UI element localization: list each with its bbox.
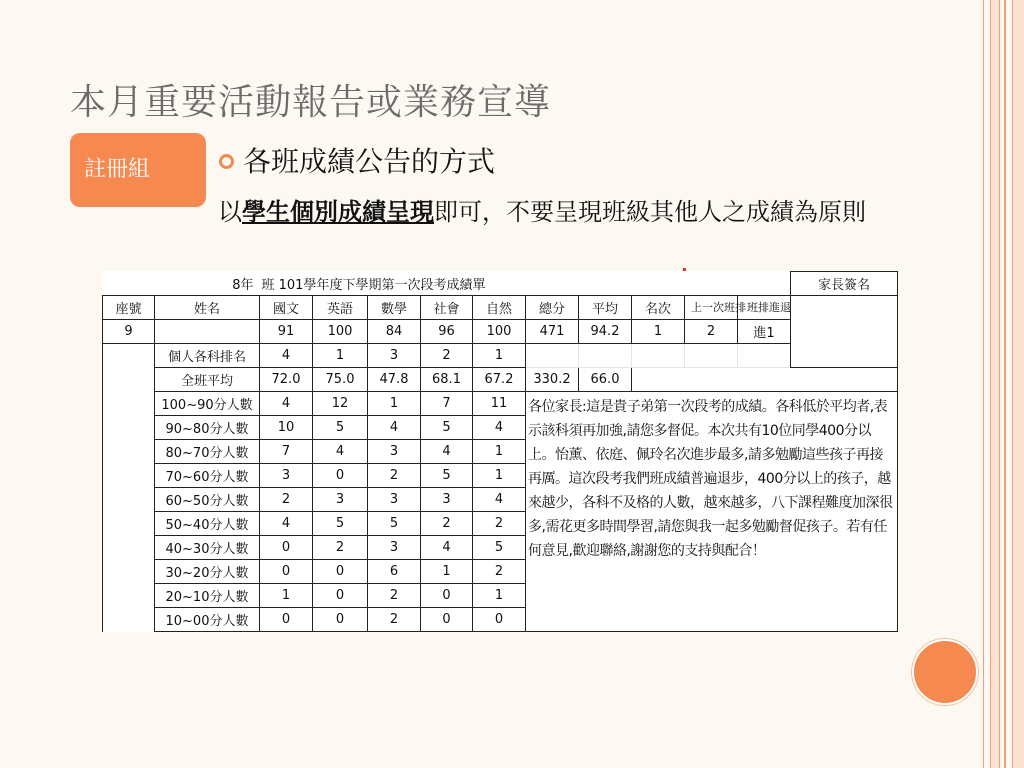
dist-cell: 2 (473, 512, 526, 536)
dist-cell: 2 (368, 584, 421, 608)
decorative-circle (912, 639, 978, 705)
row-label: 全班平均 (155, 368, 260, 392)
dist-cell: 3 (313, 488, 368, 512)
row-label: 個人各科排名 (155, 344, 260, 368)
dist-cell: 2 (368, 464, 421, 488)
avg-cell: 66.0 (579, 368, 632, 392)
rank-cell: 1 (313, 344, 368, 368)
section-tag: 註冊組 (70, 133, 206, 207)
class-average-row (103, 368, 898, 392)
dist-cell: 7 (421, 392, 473, 416)
dist-cell: 1 (473, 464, 526, 488)
dist-cell: 12 (313, 392, 368, 416)
dist-cell: 0 (313, 584, 368, 608)
dist-cell: 0 (313, 560, 368, 584)
dist-cell: 4 (473, 416, 526, 440)
student-cell: 9 (103, 320, 155, 344)
avg-cell: 67.2 (473, 368, 526, 392)
row-label: 10~00分人數 (155, 608, 260, 632)
rank-cell: 3 (368, 344, 421, 368)
student-cell: 94.2 (579, 320, 632, 344)
dist-cell: 2 (313, 536, 368, 560)
dist-cell: 3 (368, 488, 421, 512)
dist-cell: 0 (313, 608, 368, 632)
avg-cell: 330.2 (526, 368, 579, 392)
header-science: 自然 (473, 296, 526, 320)
rank-cell: 2 (421, 344, 473, 368)
rank-cell: 1 (473, 344, 526, 368)
row-label: 40~30分人數 (155, 536, 260, 560)
dist-cell: 4 (260, 392, 313, 416)
subtitle-prefix: 以 (218, 198, 242, 226)
teacher-note: 各位家長:這是貴子弟第一次段考的成績。各科低於平均者,表示該科須再加強,請您多督促。本次共有10位同學400分以上。怡薰、依庭、佩玲名次進步最多,請多勉勵這些孩子再接再厲。這次段考我們班成績普遍退步，400分以上的孩子，越來越少，各科不及格的人數，越來越多，八下課程難度加深很多,需花更多時間學習,請您與我一起多勉勵督促孩子。若有任何意見,歡迎聯絡,謝謝您的支持與配合！ (526, 392, 898, 632)
dist-cell: 2 (368, 608, 421, 632)
table-title-row (103, 272, 898, 296)
student-cell: 進1 (738, 320, 791, 344)
student-cell: 100 (473, 320, 526, 344)
dist-cell: 1 (260, 584, 313, 608)
row-label: 20~10分人數 (155, 584, 260, 608)
student-cell: 96 (421, 320, 473, 344)
header-average: 平均 (579, 296, 632, 320)
subtitle-emphasis: 學生個別成績呈現 (242, 197, 434, 226)
dist-cell: 5 (473, 536, 526, 560)
row-label: 70~60分人數 (155, 464, 260, 488)
dist-cell: 2 (473, 560, 526, 584)
student-cell: 91 (260, 320, 313, 344)
row-label: 50~40分人數 (155, 512, 260, 536)
dist-cell: 4 (368, 416, 421, 440)
dist-cell: 1 (473, 440, 526, 464)
dist-cell: 7 (260, 440, 313, 464)
dist-cell: 3 (368, 440, 421, 464)
row-label: 100~90分人數 (155, 392, 260, 416)
parent-signature-label: 家長簽名 (791, 272, 898, 296)
dist-cell: 1 (368, 392, 421, 416)
dist-cell: 1 (473, 584, 526, 608)
rank-cell: 4 (260, 344, 313, 368)
avg-cell: 75.0 (313, 368, 368, 392)
student-row (103, 320, 898, 344)
distribution-row (103, 392, 898, 416)
header-chinese: 國文 (260, 296, 313, 320)
dist-cell: 0 (421, 584, 473, 608)
dist-cell: 0 (260, 608, 313, 632)
dist-cell: 3 (421, 488, 473, 512)
decorative-stripe (1004, 0, 1006, 768)
dist-cell: 5 (421, 464, 473, 488)
dist-cell: 0 (473, 608, 526, 632)
dist-cell: 1 (421, 560, 473, 584)
dist-cell: 4 (313, 440, 368, 464)
dist-cell: 5 (313, 512, 368, 536)
header-rank: 名次 (632, 296, 685, 320)
decorative-stripe (1012, 0, 1024, 768)
dist-cell: 3 (260, 464, 313, 488)
row-label: 60~50分人數 (155, 488, 260, 512)
grade-label: 8年 (232, 277, 254, 293)
table-title: 班 101學年度下學期第一次段考成績單 (261, 277, 486, 293)
dist-cell: 0 (260, 536, 313, 560)
header-rank-change: 班排進退 (738, 296, 791, 320)
student-cell: 2 (685, 320, 738, 344)
dist-cell: 2 (421, 512, 473, 536)
column-header-row (103, 296, 898, 320)
dist-cell: 5 (313, 416, 368, 440)
dist-cell: 4 (260, 512, 313, 536)
dist-cell: 0 (421, 608, 473, 632)
grade-report-table (102, 271, 898, 632)
header-math: 數學 (368, 296, 421, 320)
dist-cell: 4 (421, 440, 473, 464)
dist-cell: 4 (421, 536, 473, 560)
dist-cell: 11 (473, 392, 526, 416)
student-cell: 84 (368, 320, 421, 344)
dist-cell: 5 (421, 416, 473, 440)
slide-title: 本月重要活動報告或業務宣導 (70, 82, 552, 123)
header-seat: 座號 (103, 296, 155, 320)
decorative-stripe (990, 0, 1000, 768)
subtitle-suffix: 即可，不要呈現班級其他人之成績為原則 (434, 198, 866, 226)
header-social: 社會 (421, 296, 473, 320)
dist-cell: 2 (260, 488, 313, 512)
dist-cell: 6 (368, 560, 421, 584)
header-english: 英語 (313, 296, 368, 320)
dist-cell: 10 (260, 416, 313, 440)
student-cell: 100 (313, 320, 368, 344)
decorative-stripe (983, 0, 984, 768)
personal-rank-row (103, 344, 898, 368)
dist-cell: 4 (473, 488, 526, 512)
student-cell (155, 320, 260, 344)
student-cell: 1 (632, 320, 685, 344)
student-cell: 471 (526, 320, 579, 344)
bullet-subtitle (218, 192, 866, 227)
header-name: 姓名 (155, 296, 260, 320)
bullet-heading: 各班成績公告的方式 (243, 145, 496, 178)
dist-cell: 0 (313, 464, 368, 488)
row-label: 90~80分人數 (155, 416, 260, 440)
header-prev-rank: 上一次班排 (685, 296, 738, 320)
row-label: 80~70分人數 (155, 440, 260, 464)
avg-cell: 72.0 (260, 368, 313, 392)
avg-cell: 47.8 (368, 368, 421, 392)
dist-cell: 0 (260, 560, 313, 584)
header-total: 總分 (526, 296, 579, 320)
row-label: 30~20分人數 (155, 560, 260, 584)
avg-cell: 68.1 (421, 368, 473, 392)
dist-cell: 5 (368, 512, 421, 536)
dist-cell: 3 (368, 536, 421, 560)
parent-signature-cell (791, 296, 898, 368)
bullet-circle-icon (219, 154, 234, 169)
